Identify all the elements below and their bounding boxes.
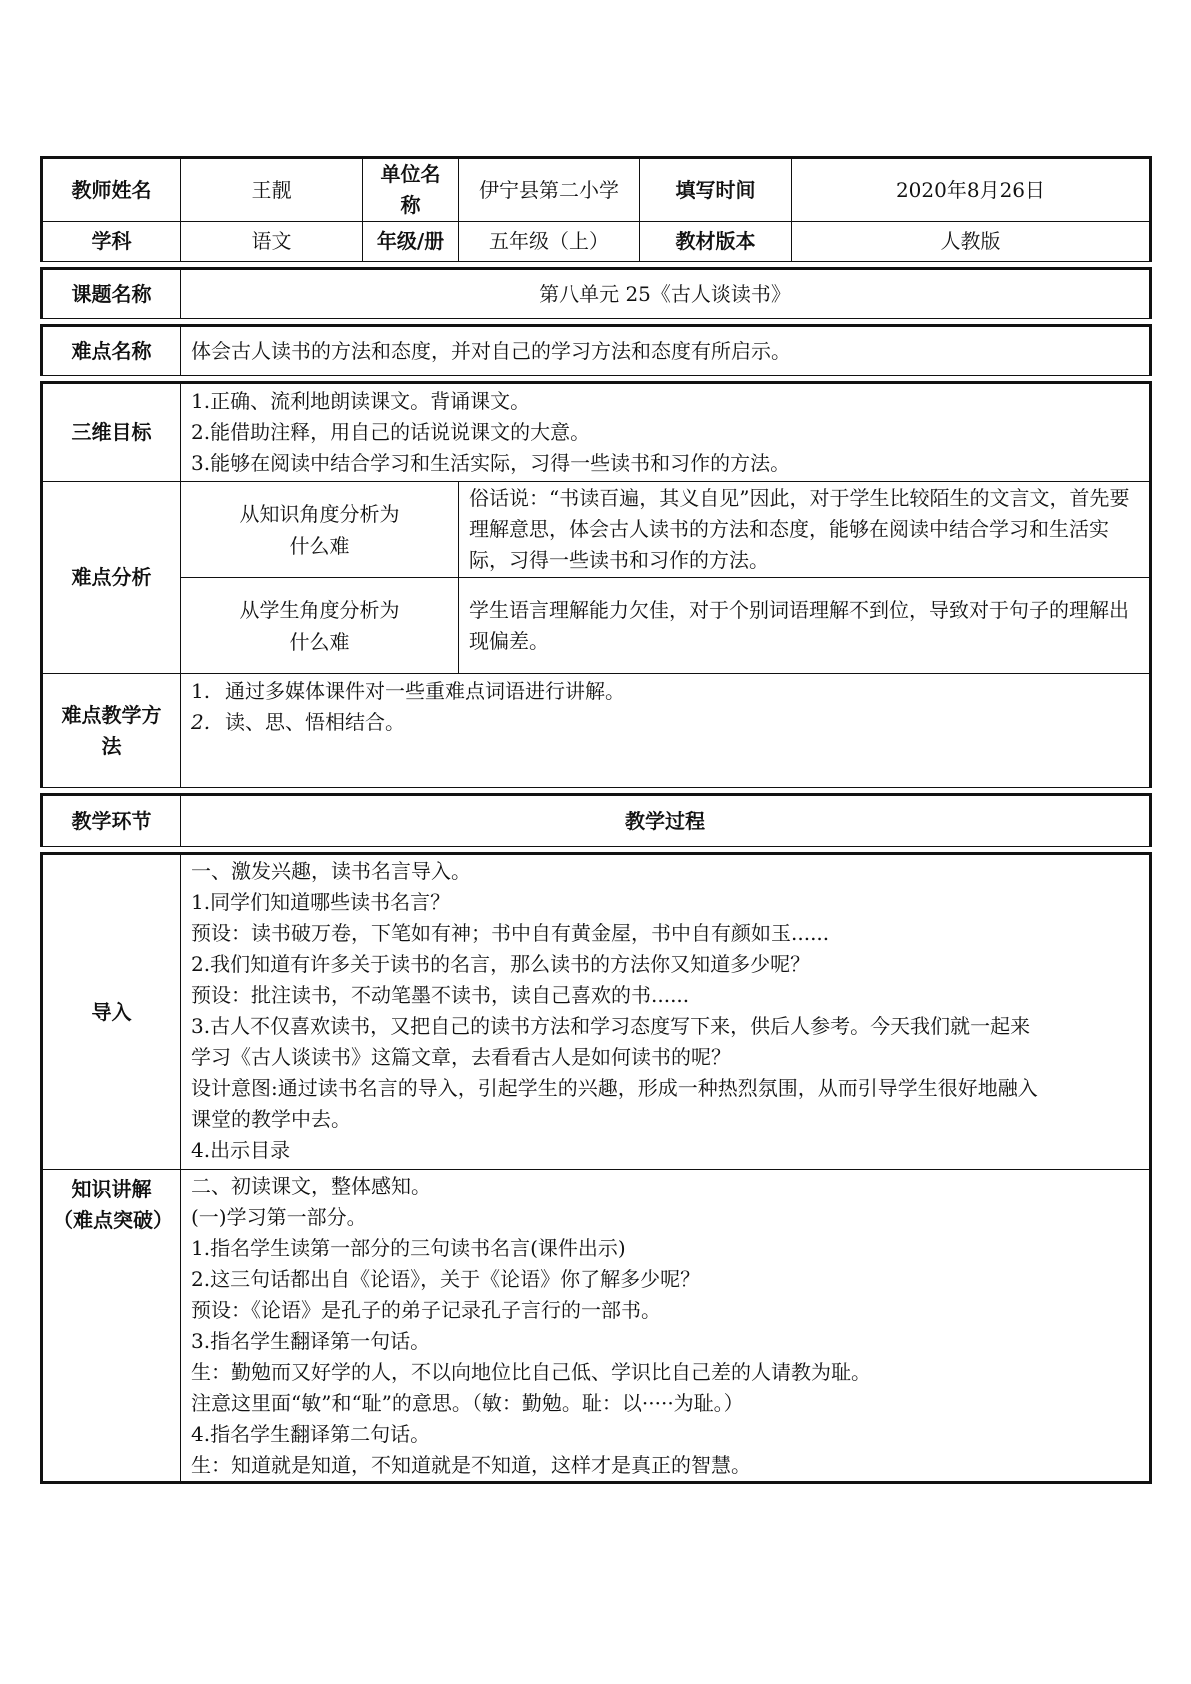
knowledge-line: 二、初读课文，整体感知。 bbox=[191, 1174, 431, 1198]
intro-line: 设计意图:通过读书名言的导入，引起学生的兴趣，形成一种热烈氛围，从而引导学生很好地融入 bbox=[191, 1076, 1038, 1100]
grade-value: 五年级（上） bbox=[459, 222, 640, 262]
unit-value: 伊宁县第二小学 bbox=[459, 158, 640, 222]
knowledge-line: 预设：《论语》是孔子的弟子记录孔子言行的一部书。 bbox=[191, 1298, 661, 1322]
gap-row bbox=[42, 376, 1151, 383]
unit-label: 单位名称 bbox=[363, 158, 459, 222]
intro-line: 1.同学们知道哪些读书名言？ bbox=[191, 890, 451, 914]
goal-item: 3.能够在阅读中结合学习和生活实际，习得一些读书和习作的方法。 bbox=[191, 451, 791, 475]
knowledge-row bbox=[42, 1170, 1151, 1483]
lesson-plan-table bbox=[40, 156, 1152, 1484]
gap-cell bbox=[42, 262, 1151, 269]
method-row bbox=[42, 674, 1151, 788]
intro-line: 一、激发兴趣，读书名言导入。 bbox=[191, 859, 471, 883]
knowledge-angle-label-line: 什么难 bbox=[289, 533, 350, 558]
intro-line: 4.出示目录 bbox=[191, 1138, 291, 1162]
gap-cell bbox=[42, 376, 1151, 383]
knowledge-line: 注意这里面“敏”和“耻”的意思。（敏：勤勉。耻：以·····为耻。） bbox=[191, 1391, 744, 1415]
date-label: 填写时间 bbox=[640, 158, 792, 222]
process-step-label: 教学环节 bbox=[42, 795, 181, 847]
knowledge-label-line: 知识讲解 bbox=[71, 1177, 152, 1201]
gap-row bbox=[42, 847, 1151, 854]
subject-value: 语文 bbox=[181, 222, 363, 262]
grade-label: 年级/册 bbox=[363, 222, 459, 262]
goal-item: 2.能借助注释，用自己的话说说课文的大意。 bbox=[191, 420, 591, 444]
knowledge-line: 生：勤勉而又好学的人，不以向地位比自己低、学识比自己差的人请教为耻。 bbox=[191, 1360, 871, 1384]
difficulty-value: 体会古人读书的方法和态度，并对自己的学习方法和态度有所启示。 bbox=[181, 326, 1151, 376]
header-row-2 bbox=[42, 222, 1151, 262]
goals-list bbox=[181, 383, 1151, 482]
knowledge-line: 3.指名学生翻译第一句话。 bbox=[191, 1329, 431, 1353]
method-item-number: 1. bbox=[191, 679, 211, 703]
difficulty-label: 难点名称 bbox=[42, 326, 181, 376]
gap-row bbox=[42, 262, 1151, 269]
topic-label: 课题名称 bbox=[42, 269, 181, 319]
method-item bbox=[191, 676, 1139, 707]
intro-label: 导入 bbox=[42, 854, 181, 1170]
knowledge-label bbox=[42, 1170, 181, 1483]
topic-row bbox=[42, 269, 1151, 319]
header-row-1 bbox=[42, 158, 1151, 222]
intro-row bbox=[42, 854, 1151, 1170]
goals-label: 三维目标 bbox=[42, 383, 181, 482]
method-label: 难点教学方法 bbox=[42, 674, 181, 788]
intro-line: 3.古人不仅喜欢读书，又把自己的读书方法和学习态度写下来，供后人参考。今天我们就一起来 bbox=[191, 1014, 1031, 1038]
process-content-label: 教学过程 bbox=[181, 795, 1151, 847]
teacher-label: 教师姓名 bbox=[42, 158, 181, 222]
student-angle-text: 学生语言理解能力欠佳，对于个别词语理解不到位，导致对于句子的理解出现偏差。 bbox=[459, 578, 1151, 674]
gap-cell bbox=[42, 847, 1151, 854]
gap-row bbox=[42, 319, 1151, 326]
student-angle-label bbox=[181, 578, 459, 674]
analysis-row-knowledge bbox=[42, 482, 1151, 578]
method-list bbox=[181, 674, 1151, 788]
intro-line: 2.我们知道有许多关于读书的名言，那么读书的方法你又知道多少呢？ bbox=[191, 952, 811, 976]
knowledge-line: (一)学习第一部分。 bbox=[191, 1205, 367, 1229]
gap-cell bbox=[42, 319, 1151, 326]
knowledge-line: 生：知道就是知道，不知道就是不知道，这样才是真正的智慧。 bbox=[191, 1453, 751, 1477]
gap-row bbox=[42, 788, 1151, 795]
knowledge-angle-label-line: 从知识角度分析为 bbox=[239, 501, 400, 526]
method-item-number: 2. bbox=[191, 710, 211, 734]
goals-row bbox=[42, 383, 1151, 482]
difficulty-row bbox=[42, 326, 1151, 376]
edition-label: 教材版本 bbox=[640, 222, 792, 262]
knowledge-content bbox=[181, 1170, 1151, 1483]
analysis-label: 难点分析 bbox=[42, 482, 181, 674]
intro-line: 课堂的教学中去。 bbox=[191, 1107, 351, 1131]
knowledge-angle-label bbox=[181, 482, 459, 578]
knowledge-angle-text: 俗话说：“书读百遍，其义自见”因此，对于学生比较陌生的文言文，首先要理解意思，体会古人读书的方法和态度，能够在阅读中结合学习和生活实际，习得一些读书和习作的方法。 bbox=[459, 482, 1151, 578]
student-angle-label-line: 什么难 bbox=[289, 629, 350, 654]
lesson-plan-sheet bbox=[40, 156, 1149, 1484]
topic-value: 第八单元 25《古人谈读书》 bbox=[181, 269, 1151, 319]
gap-cell bbox=[42, 788, 1151, 795]
process-header-row bbox=[42, 795, 1151, 847]
knowledge-line: 2.这三句话都出自《论语》，关于《论语》你了解多少呢？ bbox=[191, 1267, 701, 1291]
student-angle-label-line: 从学生角度分析为 bbox=[239, 597, 400, 622]
analysis-row-student bbox=[42, 578, 1151, 674]
intro-line: 预设：批注读书，不动笔墨不读书，读自己喜欢的书...... bbox=[191, 983, 690, 1007]
teacher-value: 王靓 bbox=[181, 158, 363, 222]
knowledge-label-line: （难点突破） bbox=[53, 1208, 173, 1232]
intro-line: 预设：读书破万卷，下笔如有神；书中自有黄金屋，书中自有颜如玉...... bbox=[191, 921, 830, 945]
intro-content bbox=[181, 854, 1151, 1170]
knowledge-line: 1.指名学生读第一部分的三句读书名言(课件出示) bbox=[191, 1236, 626, 1260]
intro-line: 学习《古人谈读书》这篇文章，去看看古人是如何读书的呢？ bbox=[191, 1045, 731, 1069]
subject-label: 学科 bbox=[42, 222, 181, 262]
method-item bbox=[191, 707, 1139, 738]
goal-item: 1.正确、流利地朗读课文。背诵课文。 bbox=[191, 389, 531, 413]
method-item-text: 读、思、悟相结合。 bbox=[225, 710, 405, 734]
edition-value: 人教版 bbox=[792, 222, 1151, 262]
method-item-text: 通过多媒体课件对一些重难点词语进行讲解。 bbox=[225, 679, 625, 703]
date-value: 2020年8月26日 bbox=[792, 158, 1151, 222]
knowledge-line: 4.指名学生翻译第二句话。 bbox=[191, 1422, 431, 1446]
